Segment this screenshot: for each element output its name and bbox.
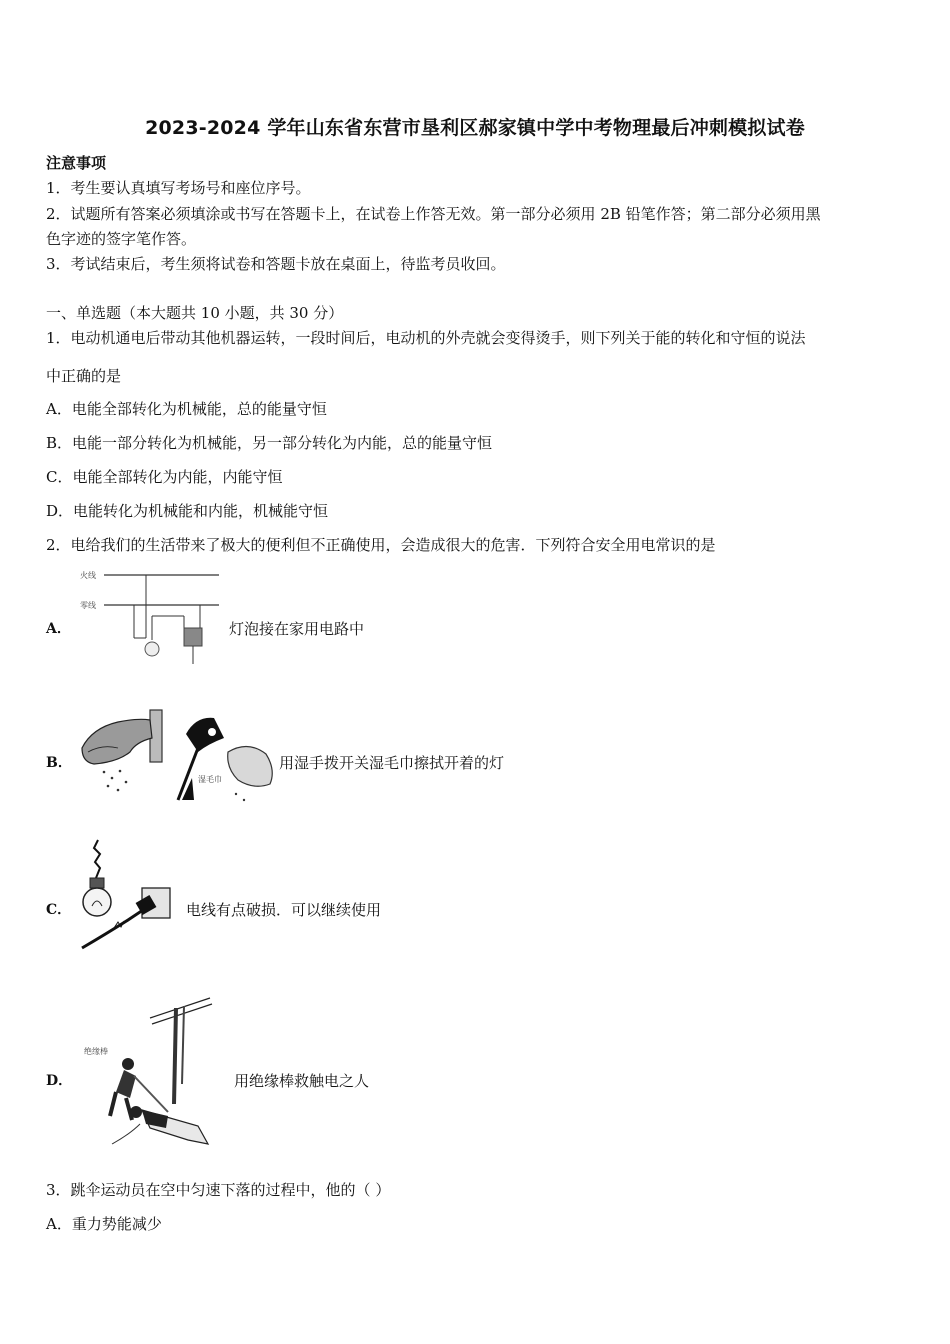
- notice-item: 色字迹的签字笔作答。: [46, 230, 197, 248]
- q1-option-c: C．电能全部转化为内能，内能守恒: [46, 468, 283, 486]
- insulating-rod-label: 绝缘棒: [84, 1047, 108, 1056]
- q1-stem: 1．电动机通电后带动其他机器运转，一段时间后，电动机的外壳就会变得烫手，则下列关于能的转化和守恒的说法: [46, 329, 806, 347]
- neutral-wire-label: 零线: [80, 601, 96, 610]
- q3-stem: 3．跳伞运动员在空中匀速下落的过程中，他的（ ）: [46, 1181, 391, 1199]
- notice-heading: 注意事项: [46, 154, 107, 172]
- q2-option-b-text: 用湿手拨开关湿毛巾擦拭开着的灯: [279, 754, 505, 772]
- q1-stem-cont: 中正确的是: [46, 367, 122, 385]
- q1-option-d: D．电能转化为机械能和内能，机械能守恒: [46, 502, 329, 520]
- notice-item: 1．考生要认真填写考场号和座位序号。: [46, 179, 311, 197]
- notice-item: 3．考试结束后，考生须将试卷和答题卡放在桌面上，待监考员收回。: [46, 255, 506, 273]
- q2-option-d-text: 用绝缘棒救触电之人: [234, 1072, 370, 1090]
- q1-option-a: A．电能全部转化为机械能，总的能量守恒: [46, 400, 327, 418]
- notice-item: 2．试题所有答案必须填涂或书写在答题卡上，在试卷上作答无效。第一部分必须用 2B 铅笔作答；第二部分必须用黑: [46, 205, 821, 223]
- q2-stem: 2．电给我们的生活带来了极大的便利但不正确使用，会造成很大的危害．下列符合安全用电常识的是: [46, 536, 716, 554]
- q2-option-a-text: 灯泡接在家用电路中: [229, 620, 365, 638]
- q2-option-c-letter: C．: [46, 902, 72, 918]
- section-heading: 一、单选题（本大题共 10 小题，共 30 分）: [46, 304, 344, 322]
- page-title: 2023-2024 学年山东省东营市垦利区郝家镇中学中考物理最后冲刺模拟试卷: [145, 117, 805, 139]
- wet-hand-lamp-figure: [78, 708, 278, 808]
- wet-towel-label: 湿毛巾: [198, 775, 222, 784]
- q2-option-c-text: 电线有点破损．可以继续使用: [186, 901, 382, 919]
- live-wire-label: 火线: [80, 571, 96, 580]
- q1-option-b: B．电能一部分转化为机械能，另一部分转化为内能，总的能量守恒: [46, 434, 493, 452]
- bulb-icon: [83, 888, 111, 916]
- switch-icon: [184, 628, 202, 646]
- insulating-rod-rescue-figure: [80, 994, 230, 1160]
- circuit-diagram-figure: [76, 566, 226, 666]
- q2-option-d-letter: D．: [46, 1073, 73, 1089]
- q2-option-a-letter: A．: [46, 621, 71, 637]
- q2-option-b-letter: B．: [46, 755, 72, 771]
- damaged-wire-figure: [76, 836, 176, 952]
- q3-option-a: A．重力势能减少: [46, 1215, 162, 1233]
- bulb-icon: [145, 642, 159, 656]
